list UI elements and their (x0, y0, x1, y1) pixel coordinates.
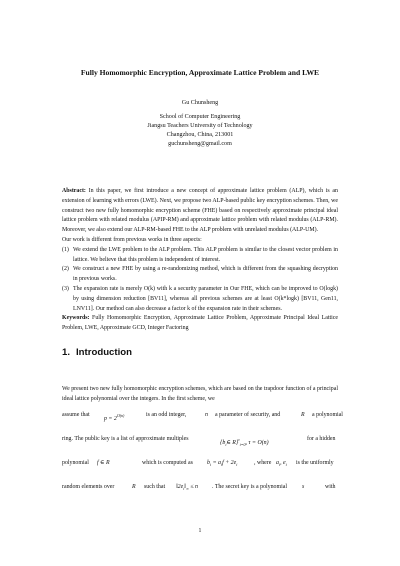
math-bi-equation (207, 459, 237, 470)
math-exponent: O(n) (116, 412, 125, 418)
section-title: Introduction (76, 347, 132, 358)
math-superscript: τ (238, 436, 240, 442)
math-R: R (132, 483, 136, 490)
intro-math-line-4 (62, 477, 338, 501)
intro-paragraph: We present two new fully homomorphic encryption schemes, which are based on the trapdoor function of a principal ideal lattice polynomial over the integers. In the first scheme, we (62, 386, 338, 402)
abstract-text: In this paper, we first introduce a new concept of approximate lattice problem (ALP), which is an extension of learning with errors (LWE). Next, we propose two ALP-based public key encryption schemes. Then, we construct two new fully homomorphic encryption scheme (FHE) based on respectively approximate principal ideal lattice problem with related modulus (APIP-RM) and approximate lattice problem with related modulus (ALP-RM). Moreover, we also extend our ALP-RM-based FHE to the ALP problem with unrelated modulus (ALP-UM). (62, 188, 338, 234)
differences-list (62, 246, 338, 315)
math-ai-ei (276, 459, 287, 470)
math-n: n (205, 411, 208, 418)
math-text: ∈ R} (226, 439, 239, 446)
math-text: b (207, 459, 210, 466)
math-s: s (302, 483, 305, 490)
math-p-definition (104, 411, 124, 425)
math-text: , e (280, 459, 286, 466)
math-subscript: i=0 (239, 441, 246, 447)
intro-text: a polynomial (312, 411, 343, 418)
intro-math-line-2 (62, 429, 338, 453)
intro-math-line-3 (62, 453, 338, 477)
intro-text: with (325, 483, 336, 490)
abstract-paragraph (62, 187, 338, 236)
author-name: Gu Chunsheng (181, 100, 219, 106)
intro-text: such that (144, 483, 166, 490)
math-subscript: ∞ (186, 485, 189, 491)
author-location: Changzhou, China, 213001 (166, 132, 234, 138)
intro-text: is an odd integer, (146, 411, 187, 418)
intro-text: is the uniformly (296, 459, 334, 466)
math-text: ≤ n (190, 483, 198, 490)
page-number: 1 (198, 528, 202, 534)
list-item-text: We construct a new FHE by using a re-randomizing method, which is different from the squashing decryption in previous works. (73, 266, 338, 283)
intro-text: . The secret key is a polynomial (212, 483, 287, 490)
intro-text: for a hidden (307, 435, 336, 442)
math-subscript: i (236, 461, 238, 467)
math-text: ‖ (184, 483, 186, 490)
math-f-in-R: f ∈ R (97, 459, 110, 466)
author-school: School of Computer Engineering (159, 114, 241, 120)
math-text: = a (212, 459, 221, 466)
math-text: p = 2 (104, 415, 117, 422)
math-text: , τ = O(n) (245, 439, 269, 446)
math-R: R (301, 411, 305, 418)
intro-math-line-1 (62, 405, 343, 429)
abstract-block (62, 187, 338, 334)
keywords-text: Fully Homomorphic Encryption, Approximate Lattice Problem, Approximate Principal Ideal Lattice Problem, LWE, Approximate GCD, Integer Factoring (62, 315, 338, 332)
list-item (62, 285, 338, 314)
math-subscript: i (225, 441, 227, 447)
intro-text: a parameter of security, and (215, 411, 281, 418)
section-number: 1. (62, 347, 71, 358)
paper-title: Fully Homomorphic Encryption, Approximate Lattice Problem and LWE (80, 68, 320, 77)
keywords-label: Keywords: (62, 315, 90, 322)
intro-body (62, 385, 343, 501)
list-item-text: We extend the LWE problem to the ALP problem. This ALP problem is similar to the closest vector problem in lattice. We believe that this problem is independent of interest. (73, 246, 338, 263)
math-text: f + 2e (222, 459, 237, 466)
author-university: Jiangsu Teachers University of Technology (147, 123, 253, 129)
list-item (62, 265, 338, 285)
math-subscript: i (278, 461, 281, 467)
list-item-text: The expansion rate is merely O(k) with k a security parameter in Our FHE, which can be improved to O(logk) by using dimension reduction [BV11], whereas all previous schemes are at least O(k*logk) [BV11, Gen11, LNV11]. Our method can also decrease a factor k of the expansion rate in their schemes. (73, 285, 338, 312)
author-email: guchunsheng@gmail.com (168, 141, 232, 147)
section-heading (62, 347, 132, 358)
math-multiples-set (220, 435, 269, 450)
intro-text: which is computed as (142, 459, 193, 466)
list-item-number: (1) (62, 246, 69, 253)
list-item-number: (2) (62, 266, 69, 273)
list-item (62, 246, 338, 266)
list-item-number: (3) (62, 285, 69, 292)
math-subscript: i (183, 485, 185, 491)
math-text: ‖2e (176, 483, 184, 490)
keywords-paragraph (62, 314, 338, 334)
abstract-label: Abstract: (62, 188, 86, 194)
math-subscript: i (209, 461, 212, 467)
intro-text: polynomial (62, 459, 89, 466)
intro-text: random elements over (62, 483, 115, 490)
differences-intro: Our work is different from previous works in three aspects: (62, 236, 202, 243)
intro-text: , where (254, 459, 272, 466)
math-subscript: i (285, 461, 287, 467)
math-text: a (276, 459, 279, 466)
intro-text: ring. The public key is a list of approximate multiples (62, 435, 189, 442)
math-error-bound (176, 483, 198, 494)
math-subscript: i (220, 461, 223, 467)
math-text: {b (220, 439, 226, 446)
intro-text: assume that (62, 411, 90, 418)
